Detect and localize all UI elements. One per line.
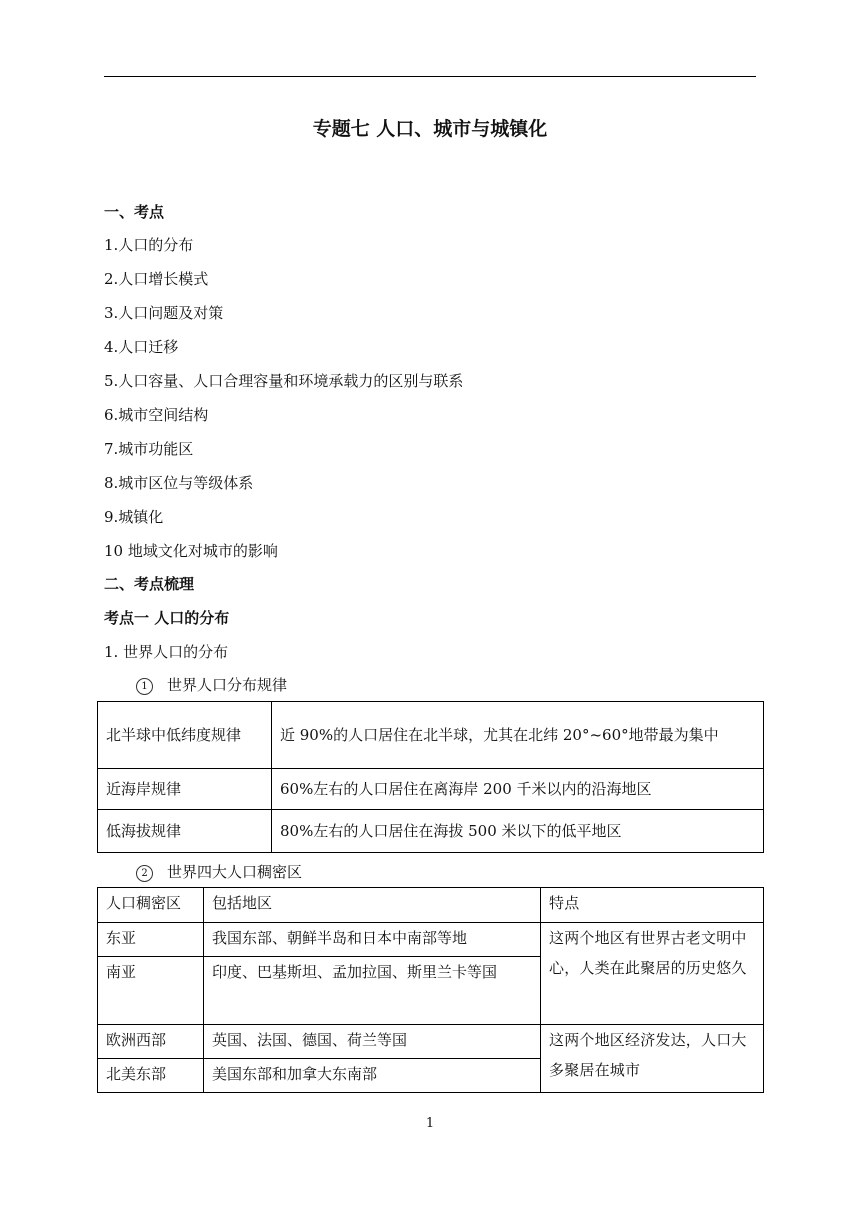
page-title: 专题七 人口、城市与城镇化 — [312, 118, 548, 140]
point-heading — [136, 675, 287, 695]
table-cell: 英国、法国、德国、荷兰等国 — [204, 1025, 541, 1059]
circled-number-icon: 1 — [136, 678, 153, 695]
table-cell: 南亚 — [98, 957, 204, 1025]
table-cell: 欧洲西部 — [98, 1025, 204, 1059]
point-label: 世界四大人口稠密区 — [167, 863, 303, 881]
table-row — [98, 810, 764, 853]
column-header: 人口稠密区 — [98, 888, 204, 923]
table-cell: 60%左右的人口居住在离海岸 200 千米以内的沿海地区 — [272, 769, 764, 810]
table-row — [98, 769, 764, 810]
table-row — [98, 1025, 764, 1059]
page-number: 1 — [425, 1116, 435, 1131]
topic-heading: 考点一 人口的分布 — [104, 609, 230, 627]
table-cell: 80%左右的人口居住在海拔 500 米以下的低平地区 — [272, 810, 764, 853]
table-cell: 近海岸规律 — [98, 769, 272, 810]
distribution-rules-table — [97, 701, 764, 853]
list-item: 9.城镇化 — [104, 508, 164, 526]
list-item: 2.人口增长模式 — [104, 270, 209, 288]
list-item: 5.人口容量、人口合理容量和环境承载力的区别与联系 — [104, 372, 464, 390]
column-header: 包括地区 — [204, 888, 541, 923]
table-cell: 东亚 — [98, 923, 204, 957]
point-label: 世界人口分布规律 — [167, 676, 288, 694]
table-cell: 这两个地区经济发达，人口大多聚居在城市 — [541, 1025, 764, 1093]
subsection-heading: 1. 世界人口的分布 — [104, 643, 229, 661]
table-cell: 美国东部和加拿大东南部 — [204, 1059, 541, 1093]
header-rule — [104, 76, 756, 77]
list-item: 4.人口迁移 — [104, 338, 179, 356]
table-cell: 近 90%的人口居住在北半球，尤其在北纬 20°~60°地带最为集中 — [272, 702, 764, 769]
section1-heading: 一、考点 — [104, 203, 165, 221]
table-row — [98, 702, 764, 769]
list-item: 3.人口问题及对策 — [104, 304, 224, 322]
table-cell: 北半球中低纬度规律 — [98, 702, 272, 769]
list-item: 8.城市区位与等级体系 — [104, 474, 254, 492]
table-cell: 北美东部 — [98, 1059, 204, 1093]
list-item: 1.人口的分布 — [104, 236, 194, 254]
circled-number-icon: 2 — [136, 865, 153, 882]
list-item: 6.城市空间结构 — [104, 406, 209, 424]
list-item: 7.城市功能区 — [104, 440, 194, 458]
table-cell: 低海拔规律 — [98, 810, 272, 853]
table-row — [98, 923, 764, 957]
list-item: 10 地域文化对城市的影响 — [104, 542, 278, 560]
table-header-row — [98, 888, 764, 923]
column-header: 特点 — [541, 888, 764, 923]
dense-regions-table — [97, 887, 764, 1093]
table-cell: 我国东部、朝鲜半岛和日本中南部等地 — [204, 923, 541, 957]
table-cell: 这两个地区有世界古老文明中心，人类在此聚居的历史悠久 — [541, 923, 764, 1025]
table-cell: 印度、巴基斯坦、孟加拉国、斯里兰卡等国 — [204, 957, 541, 1025]
section2-heading: 二、考点梳理 — [104, 575, 195, 593]
point-heading — [136, 862, 302, 882]
